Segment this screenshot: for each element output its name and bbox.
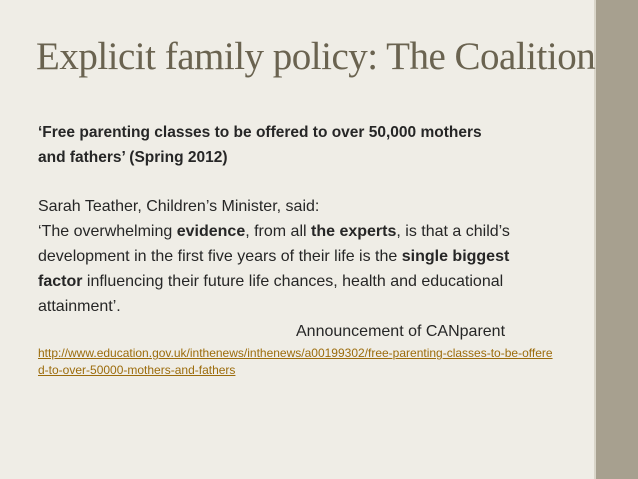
quote-part2: , from all: [245, 223, 312, 240]
slide-content: [38, 120, 558, 379]
speaker-line: Sarah Teather, Children’s Minister, said:: [38, 198, 320, 215]
quote-part3: , is that a child’s development in the first five years of their life is the: [38, 223, 510, 265]
attribution: Announcement of CANparent: [296, 323, 506, 340]
spacer: [38, 170, 558, 194]
quote-text: [38, 219, 558, 319]
quote-bold-experts: the experts: [311, 223, 397, 240]
quote-bold-factor: single biggest factor: [38, 248, 510, 290]
quote-heading-line2: and fathers’ (Spring 2012): [38, 149, 228, 166]
quote-heading: [38, 120, 558, 170]
quote-part4: influencing their future life chances, health and educational attainment’.: [38, 273, 504, 315]
sidebar-bar: [596, 0, 638, 479]
quote-heading-line1: ‘Free parenting classes to be offered to over 50,000 mothers: [38, 124, 482, 141]
slide-title: Explicit family policy: The Coalition: [36, 35, 596, 78]
quote-part1: ‘The overwhelming: [38, 223, 177, 240]
quote-bold-evidence: evidence: [176, 223, 246, 240]
source-link[interactable]: http://www.education.gov.uk/inthenews/inthenews/a00199302/free-parenting-classes-to-be-offered-to-over-50000-mothers-and-fathers: [38, 346, 553, 377]
